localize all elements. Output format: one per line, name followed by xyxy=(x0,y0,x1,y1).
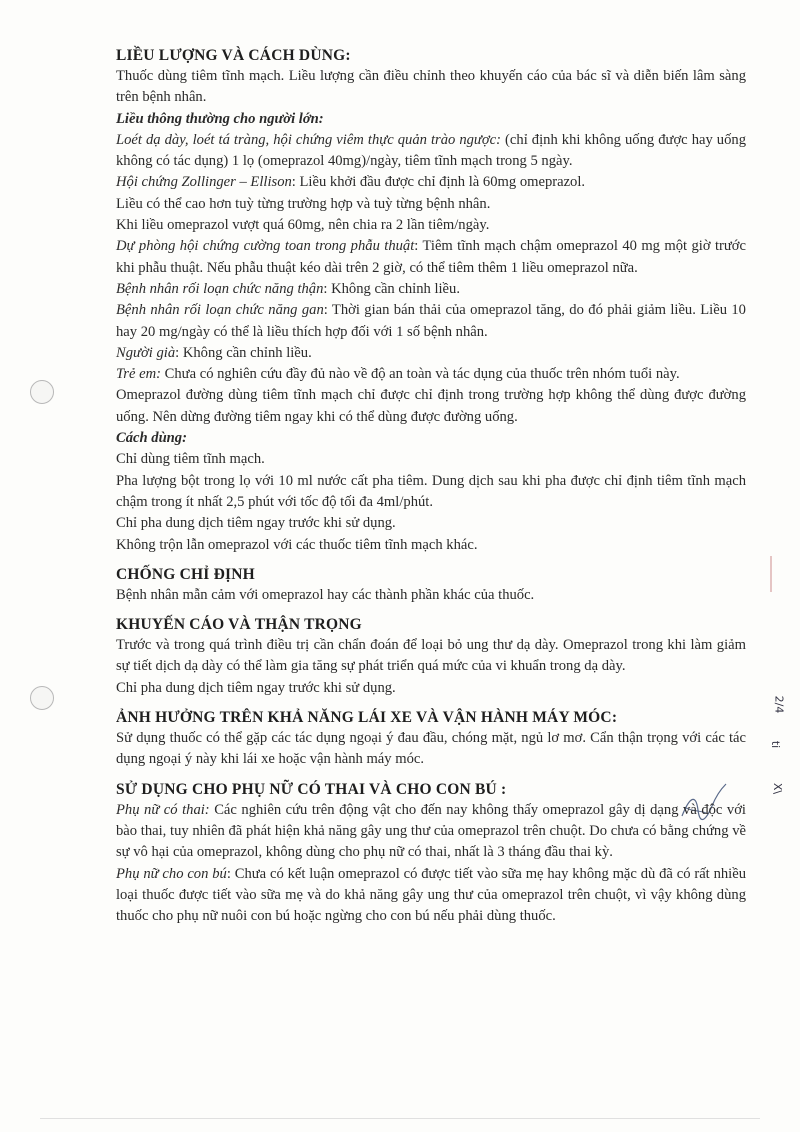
prophylaxis-dose xyxy=(116,236,746,279)
dosage-intro: Thuốc dùng tiêm tĩnh mạch. Liều lượng cần điều chỉnh theo khuyến cáo của bác sĩ và diễn biến lâm sàng trên bệnh nhân. xyxy=(116,68,746,106)
hepatic-label: Bệnh nhân rối loạn chức năng gan xyxy=(116,302,324,319)
nursing-label: Phụ nữ cho con bú xyxy=(116,865,227,882)
hepatic-text: : Thời gian bán thải của omeprazol tăng, do đó phải giảm liều. Liều 10 hay 20 mg/ngày có thể là liều thích hợp đối với 1 số bệnh nhân. xyxy=(116,302,746,340)
binder-hole-top xyxy=(30,380,54,404)
contraindications-text: Bệnh nhân mẫn cảm với omeprazol hay các thành phần khác của thuốc. xyxy=(116,586,535,603)
ze-dose xyxy=(116,172,746,193)
gastric-dose xyxy=(116,130,746,173)
adult-dose-title: Liều thông thường cho người lớn: xyxy=(116,110,324,127)
usage-line: Không trộn lẫn omeprazol với các thuốc tiêm tĩnh mạch khác. xyxy=(116,536,478,553)
warnings-heading: KHUYẾN CÁO VÀ THẬN TRỌNG xyxy=(116,616,362,634)
elderly-text: : Không cần chỉnh liều. xyxy=(175,344,312,361)
pregnant-text: Các nghiên cứu trên động vật cho đến nay không thấy omeprazol gây dị dạng và độc với bào thai, tuy nhiên đã phát hiện khả năng gây ung thư của omeprazol trên chuột. Do chưa có bằng chứng về sự vô hại của omeprazol, không dùng cho phụ nữ có thai, nhất là 3 tháng đầu thai kỳ. xyxy=(116,801,746,861)
pregnant-label: Phụ nữ có thai: xyxy=(116,801,210,818)
ze-text: : Liều khởi đầu được chỉ định là 60mg omeprazol. xyxy=(291,174,586,191)
dose-split: Khi liều omeprazol vượt quá 60mg, nên chia ra 2 lần tiêm/ngày. xyxy=(116,217,490,234)
hepatic-dose xyxy=(116,300,746,343)
dosage-heading: LIỀU LƯỢNG VÀ CÁCH DÙNG: xyxy=(116,47,351,64)
driving-heading: ẢNH HƯỞNG TRÊN KHẢ NĂNG LÁI XE VÀ VẬN HÀNH MÁY MÓC: xyxy=(116,709,618,727)
elderly-label: Người già xyxy=(116,344,176,361)
prophylaxis-text: : Tiêm tĩnh mạch chậm omeprazol 40 mg một giờ trước khi phẫu thuật. Nếu phẫu thuật kéo dài trên 2 giờ, có thể tiêm thêm 1 liều omeprazol nữa. xyxy=(116,238,746,276)
prophylaxis-label: Dự phòng hội chứng cường toan trong phẫu thuật xyxy=(116,238,415,255)
ze-label: Hội chứng Zollinger – Ellison xyxy=(116,174,292,191)
contraindications-heading: CHỐNG CHỈ ĐỊNH xyxy=(116,565,255,583)
elderly-dose xyxy=(116,343,746,364)
pregnant-paragraph xyxy=(116,800,746,864)
nursing-paragraph xyxy=(116,864,746,928)
margin-mark: ti xyxy=(769,740,783,749)
renal-label: Bệnh nhân rối loạn chức năng thận xyxy=(116,280,324,297)
driving-text: Sử dụng thuốc có thể gặp các tác dụng ngoại ý đau đầu, chóng mặt, ngủ lơ mơ. Cẩn thận trọng với các tác dụng ngoại ý này khi lái xe hoặc vận hành máy móc. xyxy=(116,730,746,768)
usage-line: Chỉ pha dung dịch tiêm ngay trước khi sử dụng. xyxy=(116,515,396,532)
warnings-text: Trước và trong quá trình điều trị cần chẩn đoán để loại bỏ ung thư dạ dày. Omeprazol trong khi làm giảm sự tiết dịch dạ dày có thể làm gia tăng sự phát triển quá mức của vi khuẩn trong dạ dày. xyxy=(116,637,746,675)
binder-hole-bottom xyxy=(30,686,54,710)
dose-higher: Liều có thể cao hơn tuỳ từng trường hợp và tuỳ từng bệnh nhân. xyxy=(116,195,491,212)
page-bottom-rule xyxy=(40,1118,760,1119)
children-label: Trẻ em: xyxy=(116,366,161,383)
renal-dose xyxy=(116,279,746,300)
margin-stamp xyxy=(770,556,786,592)
gastric-label: Loét dạ dày, loét tá tràng, hội chứng viêm thực quản trào ngược: xyxy=(116,131,502,148)
warnings-text: Chỉ pha dung dịch tiêm ngay trước khi sử dụng. xyxy=(116,679,396,696)
usage-title: Cách dùng: xyxy=(116,430,187,447)
pregnancy-heading: SỬ DỤNG CHO PHỤ NỮ CÓ THAI VÀ CHO CON BÚ : xyxy=(116,780,507,798)
renal-text: : Không cần chỉnh liều. xyxy=(323,280,460,297)
nursing-text: : Chưa có kết luận omeprazol có được tiết vào sữa mẹ hay không mặc dù đã có rất nhiều loại thuốc được tiết vào sữa mẹ và do khả năng gây ung thư của omeprazol trên chuột, vì vậy không dùng thuốc cho phụ nữ nuôi con bú hoặc ngừng cho con bú nếu phải dùng thuốc. xyxy=(116,865,746,925)
gastric-text: (chỉ định khi không uống được hay uống không có tác dụng) 1 lọ (omeprazol 40mg)/ngày, tiêm tĩnh mạch trong 5 ngày. xyxy=(116,131,746,170)
usage-line: Chỉ dùng tiêm tĩnh mạch. xyxy=(116,451,265,468)
children-text: Chưa có nghiên cứu đầy đủ nào về độ an toàn và tác dụng của thuốc trên nhóm tuổi này. xyxy=(161,366,680,383)
iv-route-note: Omeprazol đường dùng tiêm tĩnh mạch chỉ được chỉ định trong trường hợp không thể dùng được đường uống. Nên dừng đường tiêm ngay khi có thể dùng được đường uống. xyxy=(116,387,746,425)
margin-mark: 2/4 xyxy=(772,695,786,714)
children-dose xyxy=(116,364,746,385)
document-page xyxy=(116,46,746,927)
margin-mark: X\ xyxy=(771,782,785,795)
usage-line: Pha lượng bột trong lọ với 10 ml nước cất pha tiêm. Dung dịch sau khi pha được chỉ định tiêm tĩnh mạch chậm trong ít nhất 2,5 phút với tốc độ tối đa 4ml/phút. xyxy=(116,472,746,510)
